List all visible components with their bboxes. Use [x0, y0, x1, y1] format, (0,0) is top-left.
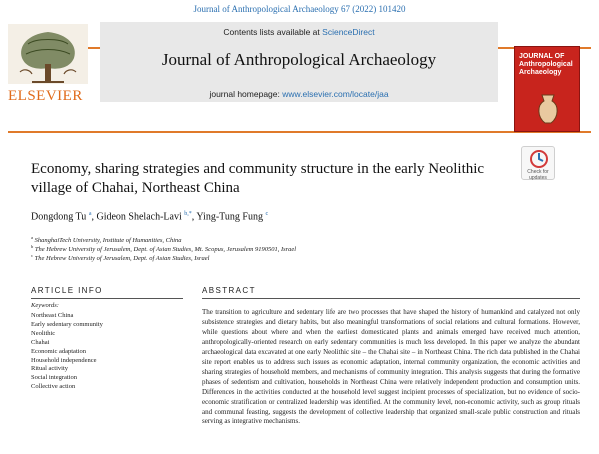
masthead-bottom-rule	[8, 131, 591, 133]
keyword[interactable]: Early sedentary community	[31, 320, 103, 328]
author-name[interactable]: Ying-Tung Fung	[196, 211, 263, 223]
author-affiliation-marker[interactable]: b,*	[184, 211, 192, 217]
affiliation-text: The Hebrew University of Jerusalem, Dept. of Asian Studies, Mt. Scopus, Jerusalem 9190501, Israel	[34, 246, 297, 254]
affiliation-text: The Hebrew University of Jerusalem, Dept. of Asian Studies, Israel	[34, 255, 210, 263]
cover-pot-image	[535, 93, 561, 125]
author-affiliation-marker[interactable]: a	[88, 211, 92, 217]
contents-available-line	[100, 27, 498, 37]
affiliation-text: ShanghaiTech University, Institute of Humanities, China	[34, 237, 182, 245]
article-title: Economy, sharing strategies and community structure in the early Neolithic village of Chahai, Northeast China	[31, 161, 485, 196]
sciencedirect-link[interactable]: ScienceDirect	[322, 27, 375, 37]
check-updates-icon	[522, 147, 556, 171]
keyword[interactable]: Ritual activity	[31, 365, 69, 373]
author-name[interactable]: Dongdong Tu	[31, 211, 87, 223]
abstract-text: The transition to agriculture and sedentary life are two processes that have shaped the history of humankind and catalyzed not only subsistence strategies and dietary habits, but also meaningful transformations of social relations and cultural formations. However, while questions about where and when the earliest domesticated plants and animals emerged have received much attention, anthropologically-oriented research on early sedentary communities is much less developed. In this paper we analyze the abundant archaeological data excavated at one early Neolithic site – the Chahai site – in Northeast China. The rich data published in the Chahai site report enables us to address such issues as economic adaptation, internal community organization, the economic activities and sharing strategies of household members, and mechanisms of community integration. This analysis suggests that during the formative phases of sedentism and cultivation, households in Northeast China were relatively independent production and consumption units. Differences in the activities conducted at the household level suggest incipient processes of specialization, but no evidence of socio-economic stratification or centralized leadership was identified. At the community level, non-economic activity, such as group rituals and communal feasting, suggests the development of collective leadership that organized small-scale public construction and rituals serving as integrative mechanisms.	[202, 308, 580, 426]
affiliation-marker: a	[31, 235, 33, 240]
elsevier-wordmark: ELSEVIER	[8, 88, 83, 104]
check-for-updates-label: Check for updates	[527, 169, 549, 181]
homepage-link[interactable]: www.elsevier.com/locate/jaa	[282, 89, 389, 99]
keyword[interactable]: Chahai	[31, 338, 50, 346]
journal-citation[interactable]: Journal of Anthropological Archaeology 67 (2022) 101420	[193, 4, 406, 14]
keyword[interactable]: Collective action	[31, 383, 76, 391]
affiliation-marker: b	[31, 244, 34, 249]
author-separator: ,	[191, 211, 197, 223]
contents-prefix: Contents lists available at	[223, 27, 320, 37]
journal-homepage-line	[100, 89, 498, 99]
cover-title: JOURNAL OF Anthropological Archaeology	[519, 53, 573, 76]
affiliation	[31, 253, 571, 262]
keywords-list	[31, 312, 181, 392]
keyword[interactable]: Social integration	[31, 374, 78, 382]
journal-name: Journal of Anthropological Archaeology	[161, 50, 437, 69]
homepage-prefix: journal homepage:	[209, 89, 280, 99]
article-info-heading: ARTICLE INFO	[31, 286, 103, 295]
affiliation-marker: c	[31, 253, 33, 258]
keyword[interactable]: Northeast China	[31, 312, 74, 319]
journal-cover-thumbnail[interactable]	[514, 46, 580, 132]
keyword[interactable]: Neolithic	[31, 329, 56, 337]
keyword[interactable]: Household independence	[31, 356, 97, 364]
article-info-rule	[31, 298, 183, 299]
author-separator: ,	[91, 211, 97, 223]
author-name[interactable]: Gideon Shelach-Lavi	[96, 211, 182, 223]
author-affiliation-marker[interactable]: c	[265, 211, 269, 217]
keyword[interactable]: Economic adaptation	[31, 347, 87, 355]
affiliation	[31, 235, 571, 244]
keywords-label: Keywords:	[31, 302, 59, 309]
abstract-heading: ABSTRACT	[202, 286, 256, 295]
abstract-rule	[202, 298, 580, 299]
affiliation	[31, 244, 571, 253]
author-list	[31, 211, 531, 222]
